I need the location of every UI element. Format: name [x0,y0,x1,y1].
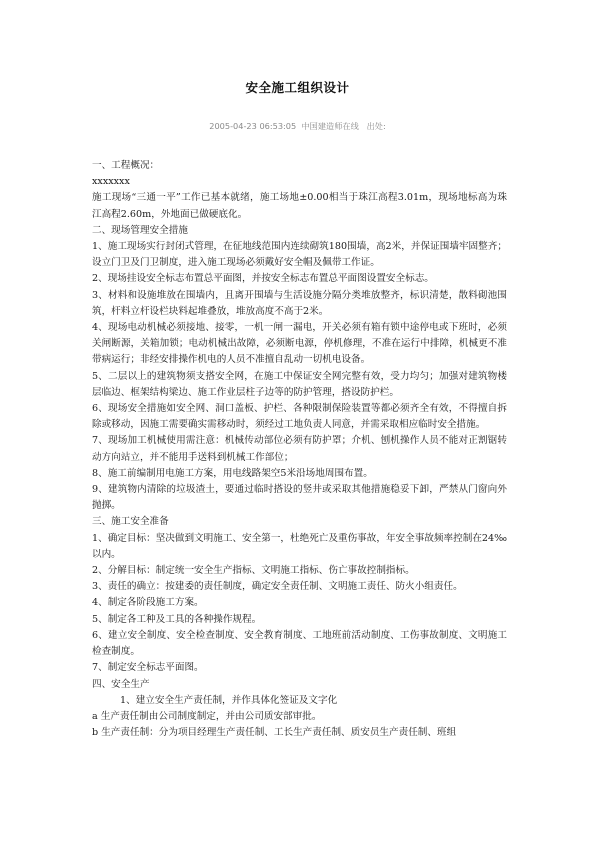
paragraph: 4、制定各阶段施工方案。 [92,597,204,609]
paragraph: a 生产责任制由公司制度制定，并由公司质安部审批。 [92,710,322,722]
document-meta [0,121,595,132]
paragraph: 2、现场挂设安全标志布置总平面图，并按安全标志布置总平面图设置安全标志。 [92,273,434,285]
section-heading: 四、安全生产 [92,678,150,690]
paragraph: 2、分解目标：制定统一安全生产指标、文明施工指标、伤亡事故控制指标。 [92,565,415,577]
paragraph: 4、现场电动机械必须接地、接零，一机一闸一漏电，开关必须有箱有锁中途停电或下班时，必须关闸断源，关箱加锁；电动机械出故障，必须断电源，停机修理，不准在运行中排障，机械更不准带病运行；非经安排操作机电的人员不准擅自乱动一切机电设备。 [92,322,507,366]
section-heading: 三、施工安全准备 [92,516,169,528]
paragraph: 6、建立安全制度、安全检查制度、安全教育制度、工地班前活动制度、工伤事故制度、文明施工检查制度。 [92,629,507,658]
paragraph: 1、建立安全生产责任制，并作具体化签证及文字化 [120,694,338,706]
paragraph: 3、材料和设施堆放在围墙内，且离开围墙与生活设施分隔分类堆放整齐，标识清楚，散料砌池围筑，杆料立杆设栏块料起堆叠放，堆放高度不高于2米。 [92,289,507,317]
paragraph: 8、施工前编制用电施工方案，用电线路架空5米沿场地周围布置。 [92,467,373,479]
paragraph: 施工现场“三通一平”工作已基本就绪，施工场地±0.00相当于珠江高程3.01m，现场地标高为珠江高程2.60m，外地面已做硬底化。 [92,192,507,220]
document-body [92,158,507,741]
section-heading: 一、工程概况： [92,160,160,171]
source-name: 中国建造师在线 [301,121,359,131]
publish-datetime: 2005-04-23 06:53:05 [209,121,297,131]
paragraph: 3、责任的确立：按建委的责任制度，确定安全责任制、文明施工责任、防火小组责任。 [92,581,463,593]
paragraph: xxxxxxx [92,176,130,188]
section-heading: 二、现场管理安全措施 [92,224,188,236]
document-title: 安全施工组织设计 [245,80,350,95]
paragraph: 6、现场安全措施如安全网、洞口盖板、护栏、各种限制保险装置等都必须齐全有效，不得擅自拆除或移动，因施工需要确实需移动时，须经过工地负责人同意，并需采取相应临时安全措施。 [92,403,507,431]
paragraph: 5、制定各工种及工具的各种操作规程。 [92,613,262,625]
paragraph: 1、施工现场实行封闭式管理，在征地线范围内连续砌筑180围墙，高2米，并保证围墙牢固整齐；设立门卫及门卫制度，进入施工现场必须戴好安全帽及佩带工作证。 [92,241,507,269]
paragraph: 5、二层以上的建筑物须支搭安全网，在施工中保证安全网完整有效，受力均匀；加强对建筑物楼层临边、框架结构梁边、施工作业层柱子边等的防护管理，搭设防护栏。 [92,370,507,398]
paragraph: 9、建筑物内清除的垃圾渣土，要通过临时搭设的竖井或采取其他措施稳妥下卸，严禁从门窗向外抛掷。 [92,484,507,512]
paragraph: b 生产责任制：分为项目经理生产责任制、工长生产责任制、质安员生产责任制、班组 [92,727,457,739]
paragraph: 7、制定安全标志平面图。 [92,662,204,674]
paragraph: 1、确定目标：坚决做到文明施工、安全第一，杜绝死亡及重伤事故，年安全事故频率控制在24‰以内。 [92,532,507,560]
paragraph: 7、现场加工机械使用需注意：机械传动部位必须有防护罩；介机、刨机操作人员不能对正割锯转动方向站立，并不能用手送料到机械工作部位； [92,435,507,463]
origin-label: 出处: [366,121,386,131]
